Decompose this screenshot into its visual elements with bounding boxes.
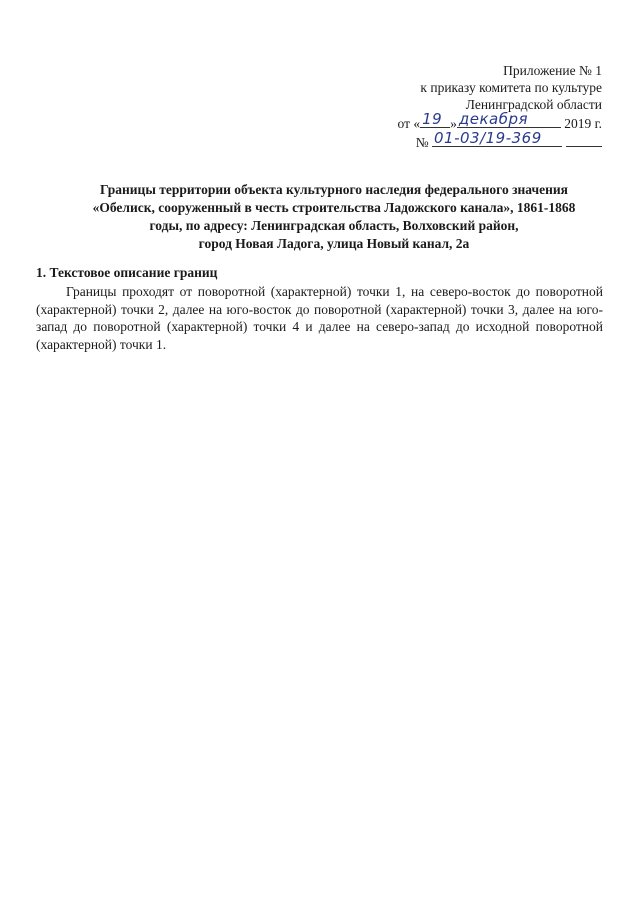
- date-mid: »: [450, 116, 457, 131]
- date-prefix: от «: [397, 116, 421, 131]
- date-month-handwritten: декабря: [458, 110, 529, 128]
- appendix-number-line: [398, 129, 603, 151]
- order-number-underline: [566, 132, 602, 147]
- title-line-1: Границы территории объекта культурного наследия федерального значения: [100, 182, 568, 197]
- section-body-text: Границы проходят от поворотной (характерной) точки 1, на северо-восток до поворотной (характерной) точки 2, далее на юго-восток до поворотной (характерной) точки 3, далее на юго-запад до поворотной (характерной) точки 4 и далее на северо-запад до исходной поворотной (характерной) точки 1.: [36, 284, 603, 352]
- appendix-title: Приложение № 1: [503, 63, 602, 78]
- title-line-2: «Обелиск, сооруженный в честь строительства Ладожского канала», 1861-1868: [92, 200, 576, 215]
- number-prefix: №: [415, 135, 429, 150]
- appendix-region: Ленинградской области: [465, 97, 602, 112]
- date-day-field: [420, 110, 450, 128]
- title-line-3: годы, по адресу: Ленинградская область, Волховский район,: [149, 218, 519, 233]
- order-number-field: [432, 129, 562, 147]
- document-title: [50, 181, 618, 253]
- order-number-handwritten: 01-03/19-369: [434, 129, 542, 147]
- date-month-field: [457, 110, 561, 128]
- date-year: 2019 г.: [564, 116, 602, 131]
- section-heading: 1. Текстовое описание границ: [36, 265, 218, 280]
- title-line-4: город Новая Ладога, улица Новый канал, 2а: [198, 236, 470, 251]
- appendix-block: [398, 62, 603, 151]
- appendix-order-ref: к приказу комитета по культуре: [420, 80, 602, 95]
- date-day-handwritten: 19: [422, 110, 443, 128]
